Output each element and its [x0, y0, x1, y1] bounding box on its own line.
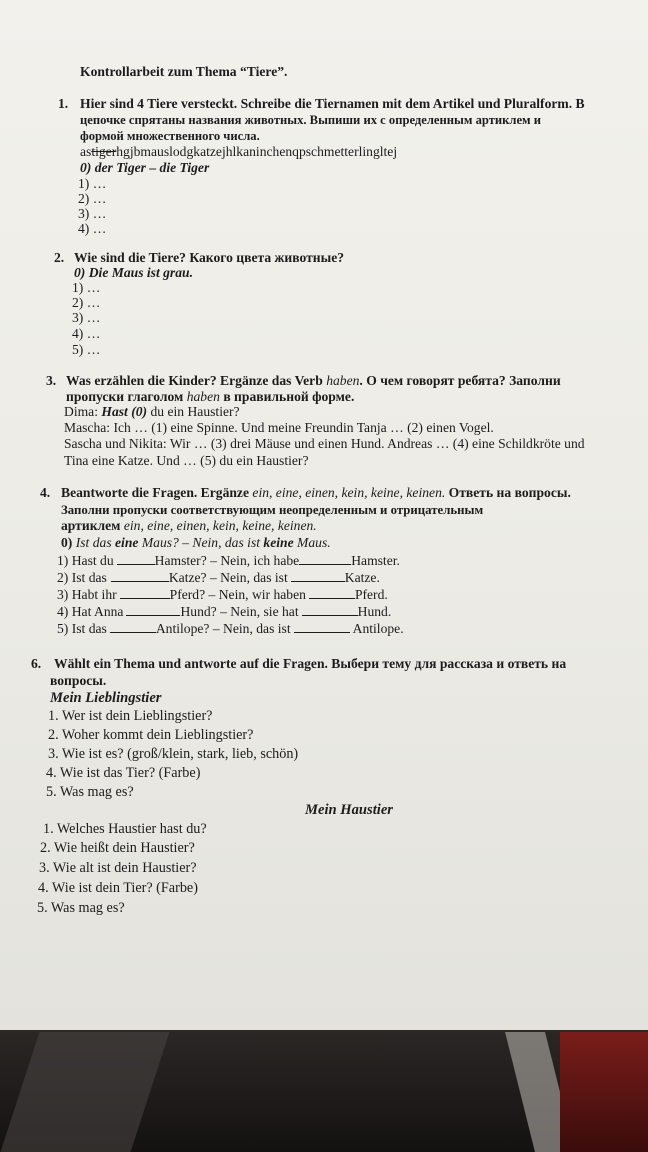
- task3-dima: [64, 404, 240, 420]
- row-answer-noun: Antilope.: [352, 621, 404, 636]
- row-answer-noun: Hund.: [357, 604, 392, 619]
- task3-heading-2-text: пропуски глаголом: [66, 389, 187, 404]
- task1-line-3: 3) …: [78, 206, 107, 221]
- task4-heading-1-ru: Ответь на вопросы.: [445, 485, 571, 500]
- task4-heading-3: [61, 518, 317, 534]
- row-question-end: Hamster? – Nein, ich habe: [154, 553, 300, 568]
- answer-blank[interactable]: [117, 552, 155, 565]
- task6-number: 6.: [31, 656, 42, 671]
- dima-speaker: Dima:: [64, 404, 102, 419]
- task6-heading-2: вопросы.: [50, 673, 107, 688]
- task3-verb: haben: [326, 373, 360, 388]
- task2-heading: Wie sind die Tiere? Какого цвета животные?: [74, 250, 345, 265]
- dima-example: Hast (0): [101, 404, 148, 419]
- task1-heading-ru-2: формой множественного числа.: [80, 129, 260, 143]
- task4-heading-3-text: артиклем: [61, 518, 124, 533]
- task1-number: 1.: [58, 96, 69, 111]
- theme1-question: 4. Wie ist das Tier? (Farbe): [46, 765, 201, 781]
- task4-example-b: eine: [115, 535, 139, 550]
- task4-row: [57, 603, 391, 620]
- task4-row: [57, 586, 388, 603]
- theme2-question: 4. Wie ist dein Tier? (Farbe): [38, 880, 198, 896]
- task4-heading-2: Заполни пропуски соответствующим неопределенным и отрицательным: [61, 503, 484, 517]
- row-question-start: 3) Habt ihr: [57, 587, 117, 602]
- letter-chain: [80, 144, 397, 160]
- page-title: Kontrollarbeit zum Thema “Tiere”.: [80, 64, 288, 79]
- answer-blank[interactable]: [126, 603, 180, 616]
- task4-example-num: 0): [61, 535, 76, 550]
- task4-example-e: Maus.: [293, 535, 331, 550]
- theme-lieblingstier-title: Mein Lieblingstier: [50, 690, 162, 706]
- task4-row: [57, 569, 380, 586]
- task3-sascha: Sascha und Nikita: Wir … (3) drei Mäuse und einen Hund. Andreas … (4) eine Schildkröte und: [64, 436, 585, 451]
- row-question-start: 2) Ist das: [57, 570, 107, 585]
- task4-number: 4.: [40, 485, 51, 500]
- answer-blank[interactable]: [110, 620, 156, 633]
- task3-tina: Tina eine Katze. Und … (5) du ein Haustier?: [64, 453, 309, 468]
- theme2-question: 1. Welches Haustier hast du?: [43, 821, 207, 837]
- answer-blank[interactable]: [302, 603, 358, 616]
- letter-chain-rest: hgjbmauslodgkatzejhlkaninchenqpschmetterlingltej: [116, 144, 398, 159]
- task3-verb-2: haben: [186, 389, 220, 404]
- task3-heading-1: [66, 373, 561, 389]
- theme1-question: 2. Woher kommt dein Lieblingstier?: [48, 727, 254, 743]
- task2-number: 2.: [54, 250, 65, 265]
- answer-blank[interactable]: [111, 569, 169, 582]
- task4-example-c: Maus? – Nein, das ist: [138, 535, 264, 550]
- task3-heading-1-ru: . О чем говорят ребята? Заполни: [359, 373, 561, 388]
- task4-heading-1-text: Beantworte die Fragen. Ergänze: [61, 485, 253, 500]
- task1-example: 0) der Tiger – die Tiger: [80, 160, 210, 175]
- dima-rest: du ein Haustier?: [147, 404, 240, 419]
- letter-chain-prefix: as: [80, 144, 92, 159]
- task4-row: [57, 552, 400, 569]
- theme1-question: 1. Wer ist dein Lieblingstier?: [48, 708, 213, 724]
- task3-heading-2-rest: в правильной форме.: [219, 389, 355, 404]
- task3-number: 3.: [46, 373, 57, 388]
- task4-heading-1: [61, 485, 571, 501]
- theme-haustier-title: Mein Haustier: [305, 802, 393, 818]
- letter-chain-struck: tiger: [91, 144, 117, 159]
- row-question-end: Hund? – Nein, sie hat: [180, 604, 299, 619]
- answer-blank[interactable]: [291, 569, 345, 582]
- task4-articles: ein, eine, einen, kein, keine, keinen.: [252, 485, 446, 500]
- row-question-start: 5) Ist das: [57, 621, 107, 636]
- row-question-start: 4) Hat Anna: [57, 604, 124, 619]
- answer-blank[interactable]: [309, 586, 355, 599]
- task4-example-d: keine: [263, 535, 294, 550]
- task1-heading-ru-1: цепочке спрятаны названия животных. Выпиши их с определенным артиклем и: [80, 113, 542, 127]
- task4-example-a: Ist das: [75, 535, 116, 550]
- task4-example: [61, 535, 331, 551]
- task1-line-2: 2) …: [78, 191, 107, 206]
- task3-heading-2: [66, 389, 354, 405]
- row-question-end: Pferd? – Nein, wir haben: [169, 587, 306, 602]
- background-red-object: [560, 1032, 648, 1152]
- task2-line-3: 3) …: [72, 310, 101, 325]
- answer-blank[interactable]: [294, 620, 350, 633]
- task4-articles-2: ein, eine, einen, kein, keine, keinen.: [123, 518, 317, 533]
- task4-row: [57, 620, 404, 637]
- row-question-start: 1) Hast du: [57, 553, 114, 568]
- row-answer-noun: Pferd.: [354, 587, 388, 602]
- theme1-question: 5. Was mag es?: [46, 784, 134, 800]
- task1-line-4: 4) …: [78, 221, 107, 236]
- task2-line-1: 1) …: [72, 280, 101, 295]
- theme2-question: 5. Was mag es?: [37, 900, 125, 916]
- task2-line-5: 5) …: [72, 342, 101, 357]
- row-answer-noun: Katze.: [344, 570, 380, 585]
- theme2-question: 3. Wie alt ist dein Haustier?: [39, 860, 197, 876]
- answer-blank[interactable]: [299, 552, 351, 565]
- task2-line-4: 4) …: [72, 326, 101, 341]
- theme1-question: 3. Wie ist es? (groß/klein, stark, lieb, schön): [48, 746, 299, 762]
- row-question-end: Katze? – Nein, das ist: [168, 570, 288, 585]
- task6-heading-1: Wählt ein Thema und antworte auf die Fragen. Выбери тему для рассказа и ответь на: [54, 656, 567, 671]
- task2-example: 0) Die Maus ist grau.: [74, 265, 193, 280]
- row-answer-noun: Hamster.: [351, 553, 400, 568]
- task3-mascha: Mascha: Ich … (1) eine Spinne. Und meine Freundin Tanja … (2) einen Vogel.: [64, 420, 494, 435]
- task2-line-2: 2) …: [72, 295, 101, 310]
- task3-heading-1-text: Was erzählen die Kinder? Ergänze das Verb: [66, 373, 327, 388]
- row-question-end: Antilope? – Nein, das ist: [155, 621, 291, 636]
- task1-heading-de: Hier sind 4 Tiere versteckt. Schreibe die Tiernamen mit dem Artikel und Pluralform. В: [80, 96, 585, 111]
- task1-line-1: 1) …: [78, 176, 107, 191]
- theme2-question: 2. Wie heißt dein Haustier?: [40, 840, 195, 856]
- answer-blank[interactable]: [120, 586, 170, 599]
